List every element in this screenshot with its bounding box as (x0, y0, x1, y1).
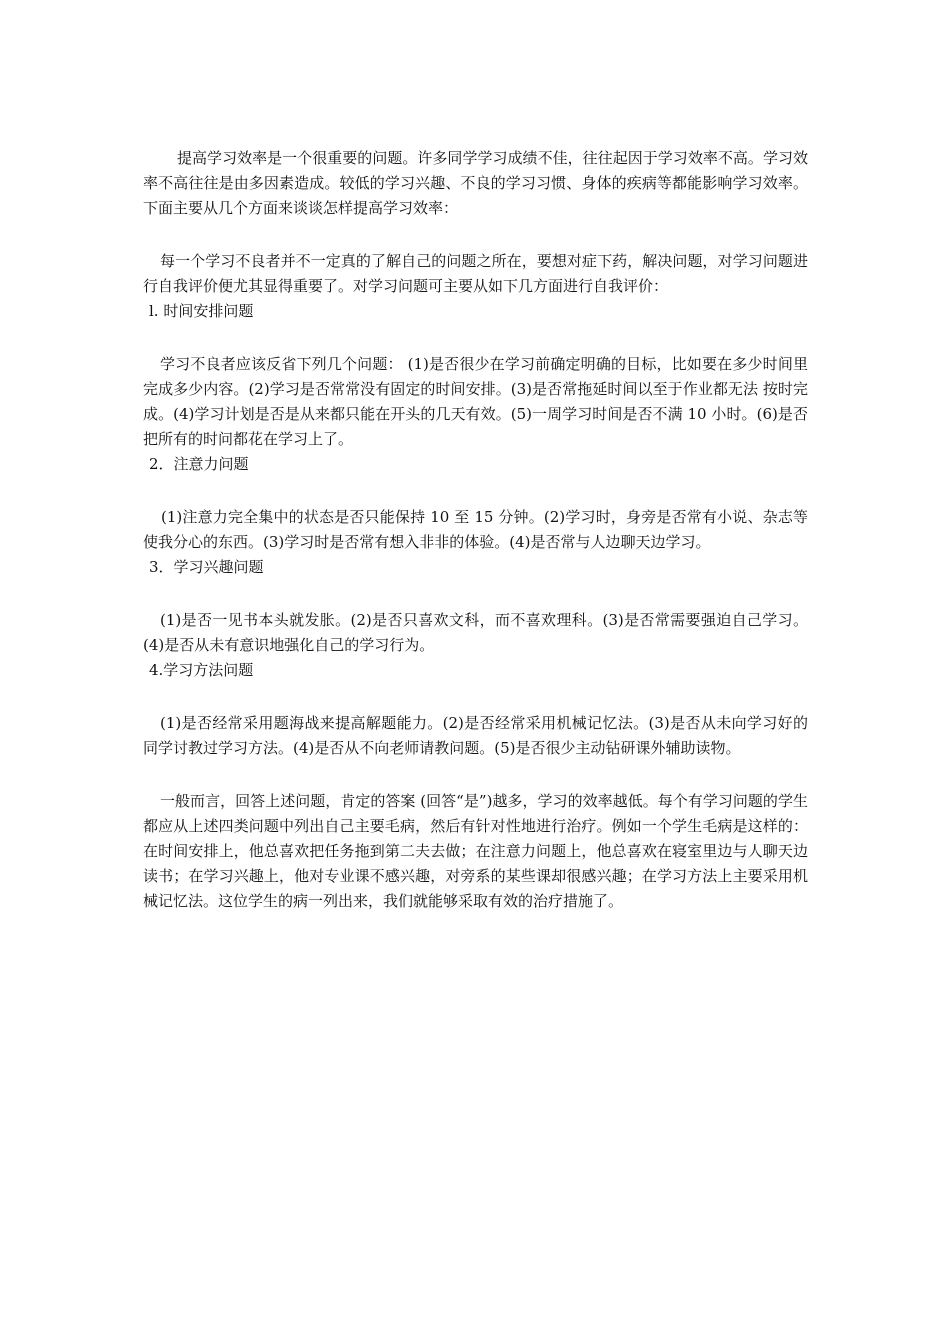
section-heading-method: 4.学习方法问题 (149, 661, 254, 679)
section-heading-interest: 3．学习兴趣问题 (149, 558, 264, 576)
section-body-method: (1)是否经常采用题海战来提高解题能力。(2)是否经常采用机械记忆法。(3)是否从未向学习好的同学讨教过学习方法。(4)是否从不向老师请教问题。(5)是否很少主动钻研课外辅助读物。 (143, 714, 808, 757)
section-body-attention: (1)注意力完全集中的状态是否只能保持 10 至 15 分钟。(2)学习时，身旁是否常有小说、杂志等使我分心的东西。(3)学习时是否常有想入非非的体验。(4)是否常与人边聊天边学习。 (143, 508, 808, 551)
document-page (143, 146, 808, 914)
section-heading-attention: 2．注意力问题 (149, 455, 249, 473)
conclusion-paragraph: 一般而言，回答上述问题，肯定的答案 (回答“是”)越多，学习的效率越低。每个有学习问题的学生都应从上述四类问题中列出自己主要毛病，然后有针对性地进行治疗。例如一个学生毛病是这样的：在时间安排上，他总喜欢把任务拖到第二夫去做；在注意力问题上，他总喜欢在寝室里边与人聊天边读书；在学习兴趣上，他对专业课不感兴趣，对旁系的某些课却很感兴趣；在学习方法上主要采用机械记忆法。这位学生的病一列出来，我们就能够采取有效的治疗措施了。 (143, 792, 808, 910)
self-evaluation-paragraph: 每一个学习不良者并不一定真的了解自己的问题之所在，要想对症下药，解决问题，对学习问题进行自我评价便尤其显得重要了。对学习问题可主要从如下几方面进行自我评价： (143, 252, 808, 295)
intro-paragraph: 提高学习效率是一个很重要的问题。许多同学学习成绩不佳，往往起因于学习效率不高。学习效率不高往往是由多因素造成。较低的学习兴趣、不良的学习习惯、身体的疾病等都能影响学习效率。下面主要从几个方面来谈谈怎样提高学习效率： (143, 149, 808, 217)
section-body-time: 学习不良者应该反省下列几个问题： (1)是否很少在学习前确定明确的目标，比如要在多少时间里完成多少内容。(2)学习是否常常没有固定的时间安排。(3)是否常拖延时间以至于作业都无法 按时完成。(4)学习计划是否是从来都只能在开头的几天有效。(5)一周学习时间是否不满 10 小时。(6)是否把所有的时问都花在学习上了。 (143, 355, 808, 448)
section-heading-time: l. 时间安排问题 (149, 302, 254, 320)
section-body-interest: (1)是否一见书本头就发胀。(2)是否只喜欢文科，而不喜欢理科。(3)是否常需要强迫自己学习。(4)是否从未有意识地强化自己的学习行为。 (143, 611, 808, 654)
